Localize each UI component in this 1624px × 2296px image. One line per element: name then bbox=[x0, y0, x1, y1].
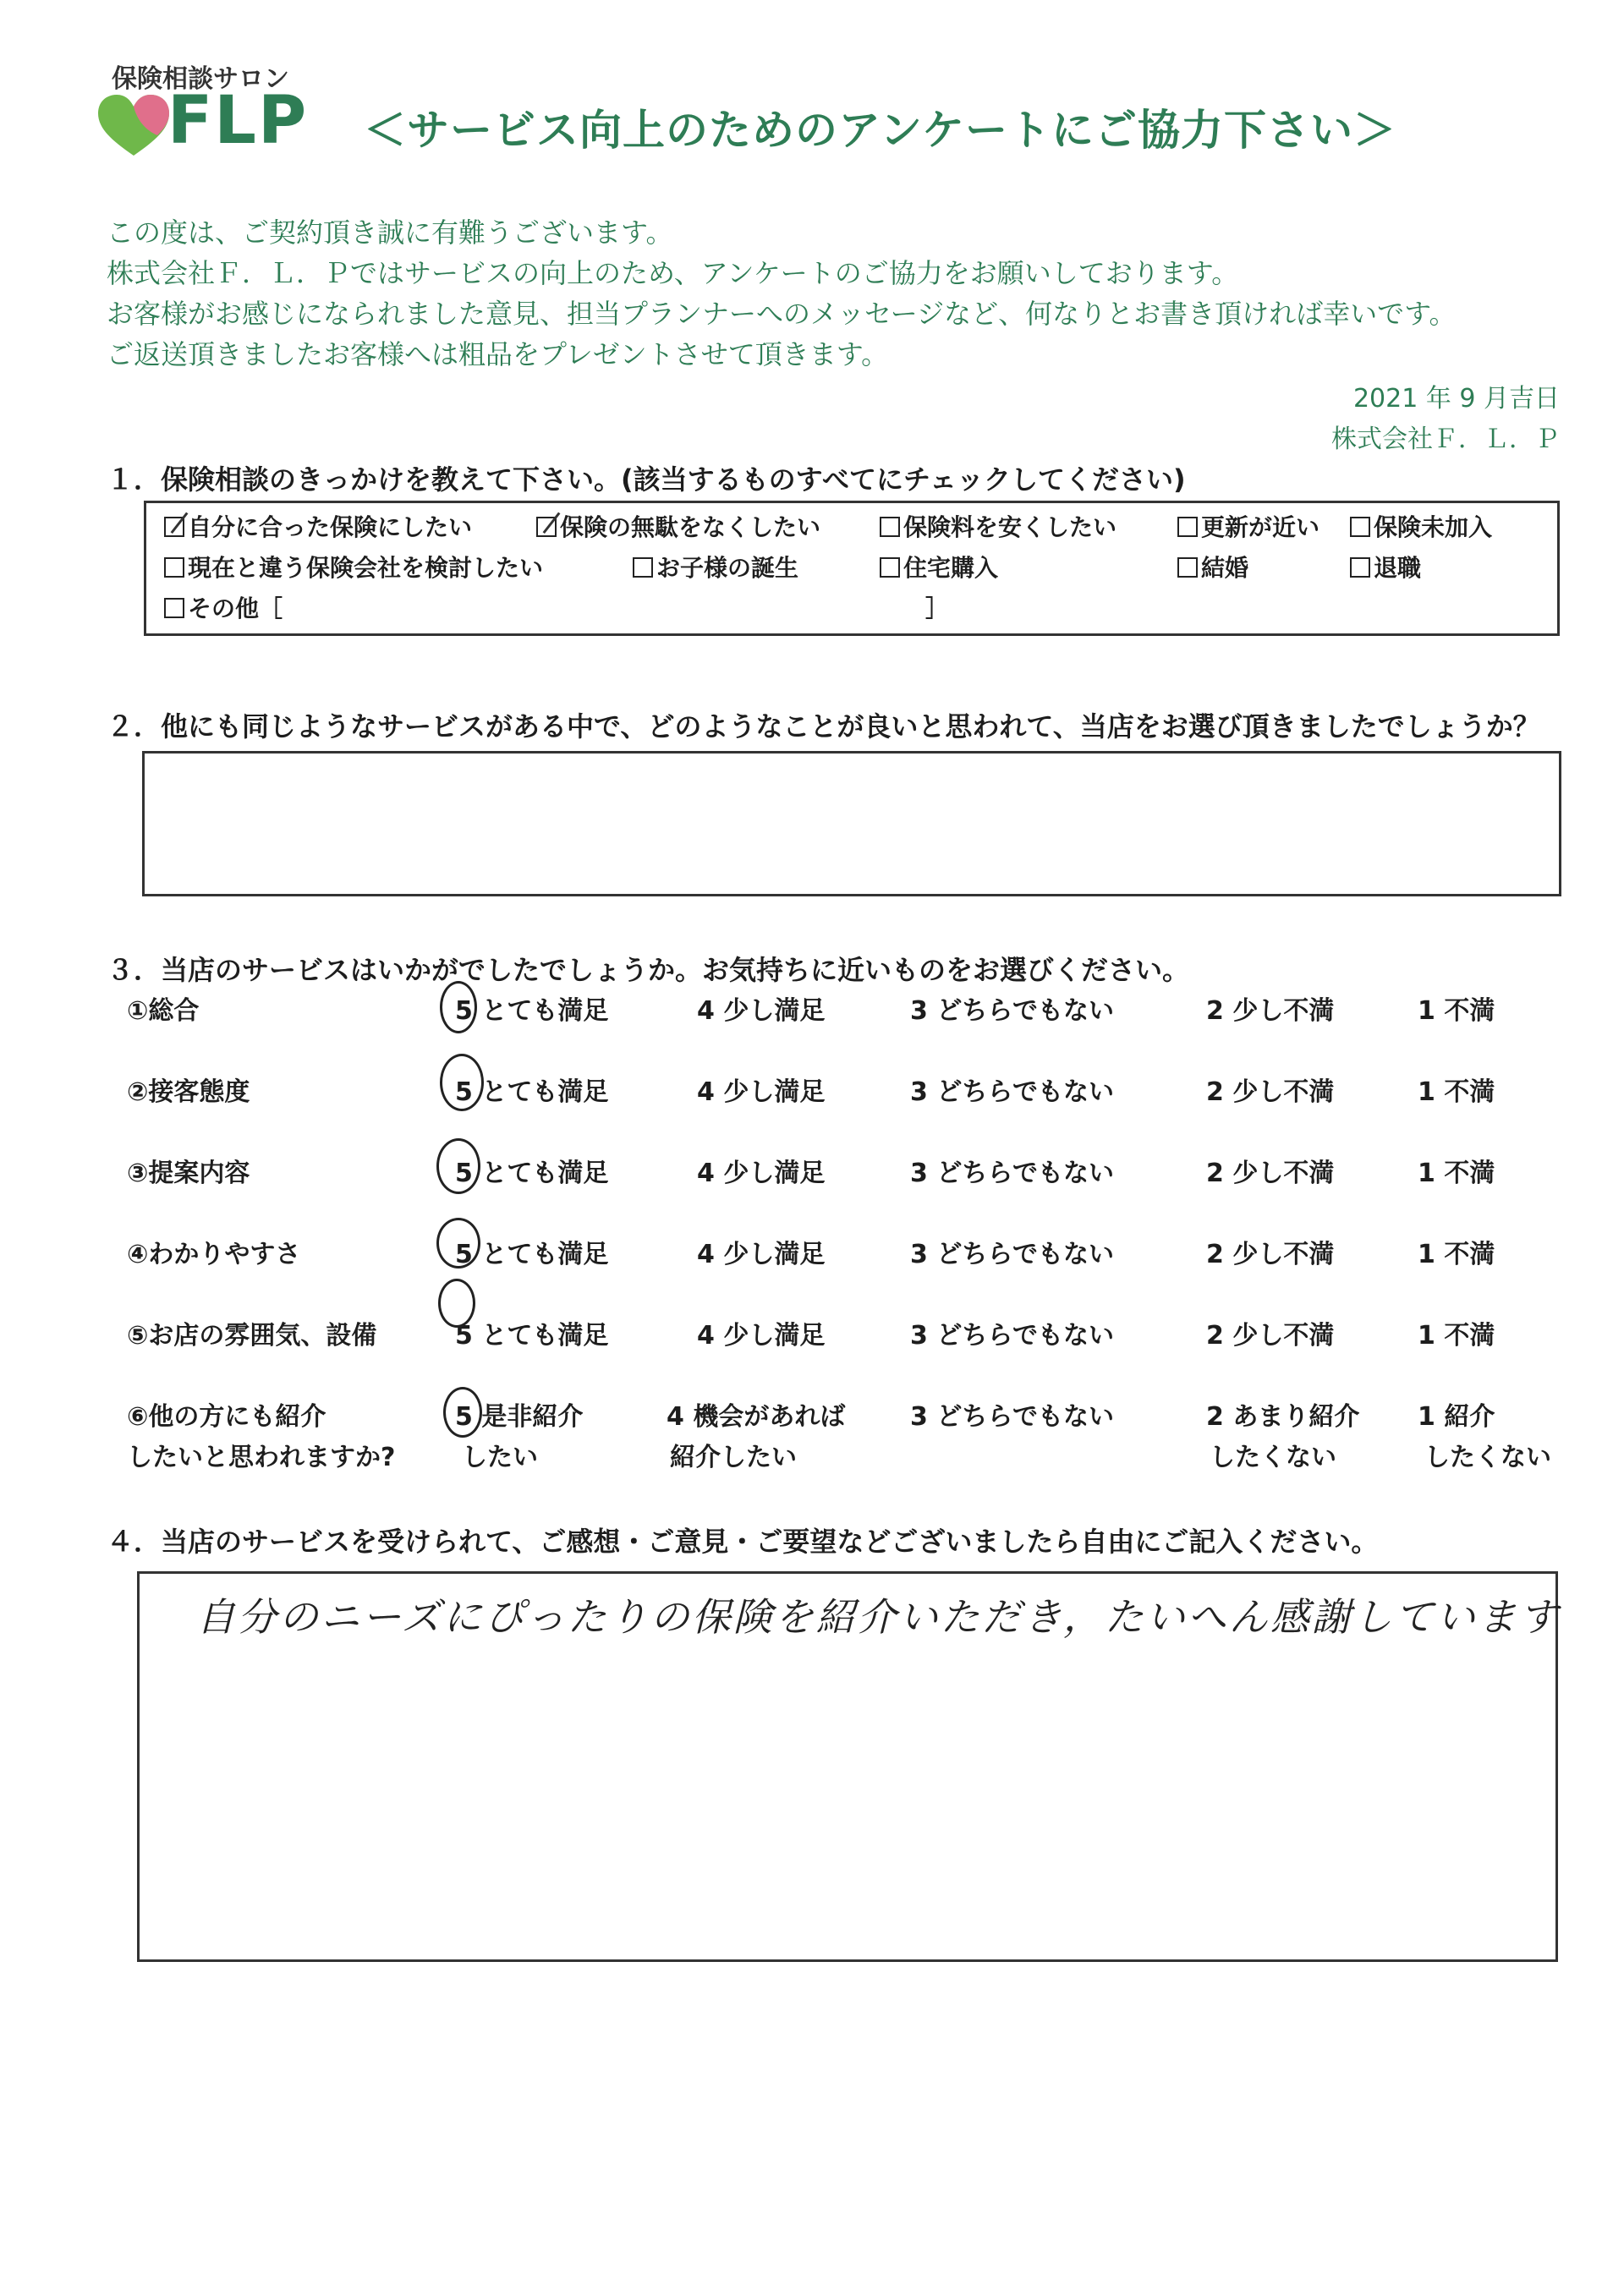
checkbox-icon[interactable] bbox=[1177, 557, 1198, 578]
page-title: ＜サービス向上のためのアンケートにご協力下さい＞ bbox=[364, 106, 1396, 155]
checkbox-icon[interactable] bbox=[1350, 557, 1370, 578]
q3-row6-option-5-line1[interactable]: 5 是非紹介 bbox=[455, 1402, 584, 1432]
q1-option-4[interactable]: 更新が近い bbox=[1177, 509, 1320, 543]
q3-row6-label-line1: ⑥他の方にも紹介 bbox=[127, 1402, 326, 1432]
checkbox-icon[interactable] bbox=[1177, 517, 1198, 537]
q3-row6-option-1-line1[interactable]: 1 紹介 bbox=[1418, 1402, 1495, 1432]
checkbox-icon[interactable] bbox=[633, 557, 653, 578]
checkbox-icon[interactable] bbox=[880, 557, 900, 578]
q3-row6-option-4-line1[interactable]: 4 機会があれば bbox=[667, 1402, 846, 1432]
checkbox-checked-icon[interactable] bbox=[536, 517, 557, 537]
q3-row-label: ③提案内容 bbox=[127, 1159, 250, 1188]
q3-option-2[interactable]: 2 少し不満 bbox=[1206, 996, 1335, 1026]
issue-date: 2021 年 9 月吉日 bbox=[1352, 384, 1560, 414]
q3-option-5[interactable]: 5 とても満足 bbox=[455, 1321, 609, 1351]
q4-handwritten-answer: 自分のニーズにぴったりの保険を紹介いただき，たいへん感謝しています bbox=[196, 1594, 1561, 1640]
q3-title: ３．当店のサービスはいかがでしたでしょうか。お気持ちに近いものをお選びください。 bbox=[107, 954, 1190, 986]
q1-title: １．保険相談のきっかけを教えて下さい。(該当するものすべてにチェックしてください) bbox=[107, 463, 1186, 496]
q3-option-4[interactable]: 4 少し満足 bbox=[697, 1321, 826, 1351]
checkbox-icon[interactable] bbox=[1350, 517, 1370, 537]
checkbox-icon[interactable] bbox=[164, 598, 184, 618]
checkbox-icon[interactable] bbox=[880, 517, 900, 537]
q3-option-1[interactable]: 1 不満 bbox=[1418, 1321, 1495, 1351]
q3-row-label: ④わかりやすさ bbox=[127, 1240, 301, 1269]
q3-option-3[interactable]: 3 どちらでもない bbox=[910, 996, 1115, 1026]
q1-option-8[interactable]: 住宅購入 bbox=[880, 550, 998, 584]
intro-line-3: お客様がお感じになられました意見、担当プランナーへのメッセージなど、何なりとお書き頂ければ幸いです。 bbox=[107, 298, 1457, 330]
q1-option-5[interactable]: 保険未加入 bbox=[1350, 509, 1492, 543]
q1-option-6[interactable]: 現在と違う保険会社を検討したい bbox=[164, 550, 543, 584]
q3-option-5[interactable]: 5 とても満足 bbox=[455, 996, 609, 1026]
q3-option-4[interactable]: 4 少し満足 bbox=[697, 996, 826, 1026]
checkbox-checked-icon[interactable] bbox=[164, 517, 184, 537]
brand-logo-text: FLP bbox=[167, 83, 309, 159]
q3-option-3[interactable]: 3 どちらでもない bbox=[910, 1321, 1115, 1351]
q3-option-4[interactable]: 4 少し満足 bbox=[697, 1159, 826, 1188]
q3-option-1[interactable]: 1 不満 bbox=[1418, 1159, 1495, 1188]
q1-other-bracket-close: ］ bbox=[925, 595, 950, 622]
q3-row-label: ⑤お店の雰囲気、設備 bbox=[127, 1321, 377, 1351]
selected-circle-mark bbox=[436, 1138, 480, 1194]
q3-option-1[interactable]: 1 不満 bbox=[1418, 996, 1495, 1026]
q3-row-label: ①総合 bbox=[127, 996, 200, 1026]
selected-circle-mark bbox=[438, 1279, 475, 1328]
company-name: 株式会社Ｆ．Ｌ．Ｐ bbox=[1331, 425, 1560, 454]
q1-option-1[interactable]: 自分に合った保険にしたい bbox=[164, 509, 472, 543]
selected-circle-mark bbox=[443, 1387, 482, 1438]
intro-line-4: ご返送頂きましたお客様へは粗品をプレゼントさせて頂きます。 bbox=[107, 338, 889, 370]
q3-option-1[interactable]: 1 不満 bbox=[1418, 1077, 1495, 1107]
q3-option-1[interactable]: 1 不満 bbox=[1418, 1240, 1495, 1269]
q1-option-10[interactable]: 退職 bbox=[1350, 550, 1421, 584]
q3-option-2[interactable]: 2 少し不満 bbox=[1206, 1077, 1335, 1107]
q3-option-3[interactable]: 3 どちらでもない bbox=[910, 1240, 1115, 1269]
q3-option-2[interactable]: 2 少し不満 bbox=[1206, 1240, 1335, 1269]
q3-option-3[interactable]: 3 どちらでもない bbox=[910, 1077, 1115, 1107]
q3-option-4[interactable]: 4 少し満足 bbox=[697, 1077, 826, 1107]
selected-circle-mark bbox=[436, 1218, 480, 1269]
q1-option-7[interactable]: お子様の誕生 bbox=[633, 550, 798, 584]
q3-row6-option-3-line1[interactable]: 3 どちらでもない bbox=[910, 1402, 1115, 1432]
q1-option-2[interactable]: 保険の無駄をなくしたい bbox=[536, 509, 820, 543]
q1-option-9[interactable]: 結婚 bbox=[1177, 550, 1248, 584]
q3-option-5[interactable]: 5 とても満足 bbox=[455, 1159, 609, 1188]
q3-option-2[interactable]: 2 少し不満 bbox=[1206, 1321, 1335, 1351]
q3-row6-option-2-line2: したくない bbox=[1210, 1443, 1336, 1472]
q3-row6-option-5-line2: したい bbox=[462, 1443, 538, 1472]
q3-option-5[interactable]: 5 とても満足 bbox=[455, 1077, 609, 1107]
q3-row6-option-2-line1[interactable]: 2 あまり紹介 bbox=[1206, 1402, 1360, 1432]
intro-line-2: 株式会社Ｆ．Ｌ．Ｐではサービスの向上のため、アンケートのご協力をお願いしております。 bbox=[107, 257, 1239, 289]
brand-subtitle: 保険相談サロン bbox=[112, 64, 289, 94]
q3-option-2[interactable]: 2 少し不満 bbox=[1206, 1159, 1335, 1188]
q2-title: ２．他にも同じようなサービスがある中で、どのようなことが良いと思われて、当店をお選び頂きましたでしょうか？ bbox=[107, 710, 1540, 743]
q2-answer-box[interactable] bbox=[142, 751, 1561, 896]
checkbox-icon[interactable] bbox=[164, 557, 184, 578]
q3-row-label: ②接客態度 bbox=[127, 1077, 250, 1107]
q3-row6-option-1-line2: したくない bbox=[1424, 1443, 1551, 1472]
intro-line-1: この度は、ご契約頂き誠に有難うございます。 bbox=[107, 216, 673, 249]
q4-title: ４．当店のサービスを受けられて、ご感想・ご意見・ご要望などございましたら自由にご記入ください。 bbox=[107, 1526, 1379, 1558]
heart-logo-icon bbox=[95, 91, 173, 159]
selected-circle-mark bbox=[440, 1054, 484, 1111]
q3-option-3[interactable]: 3 どちらでもない bbox=[910, 1159, 1115, 1188]
q1-option-other[interactable]: その他［ bbox=[164, 590, 283, 624]
q3-row6-option-4-line2: 紹介したい bbox=[670, 1443, 797, 1472]
q1-option-3[interactable]: 保険料を安くしたい bbox=[880, 509, 1116, 543]
q3-option-5[interactable]: 5 とても満足 bbox=[455, 1240, 609, 1269]
selected-circle-mark bbox=[440, 981, 477, 1033]
q3-row6-label-line2: したいと思われますか? bbox=[127, 1443, 396, 1472]
q3-option-4[interactable]: 4 少し満足 bbox=[697, 1240, 826, 1269]
